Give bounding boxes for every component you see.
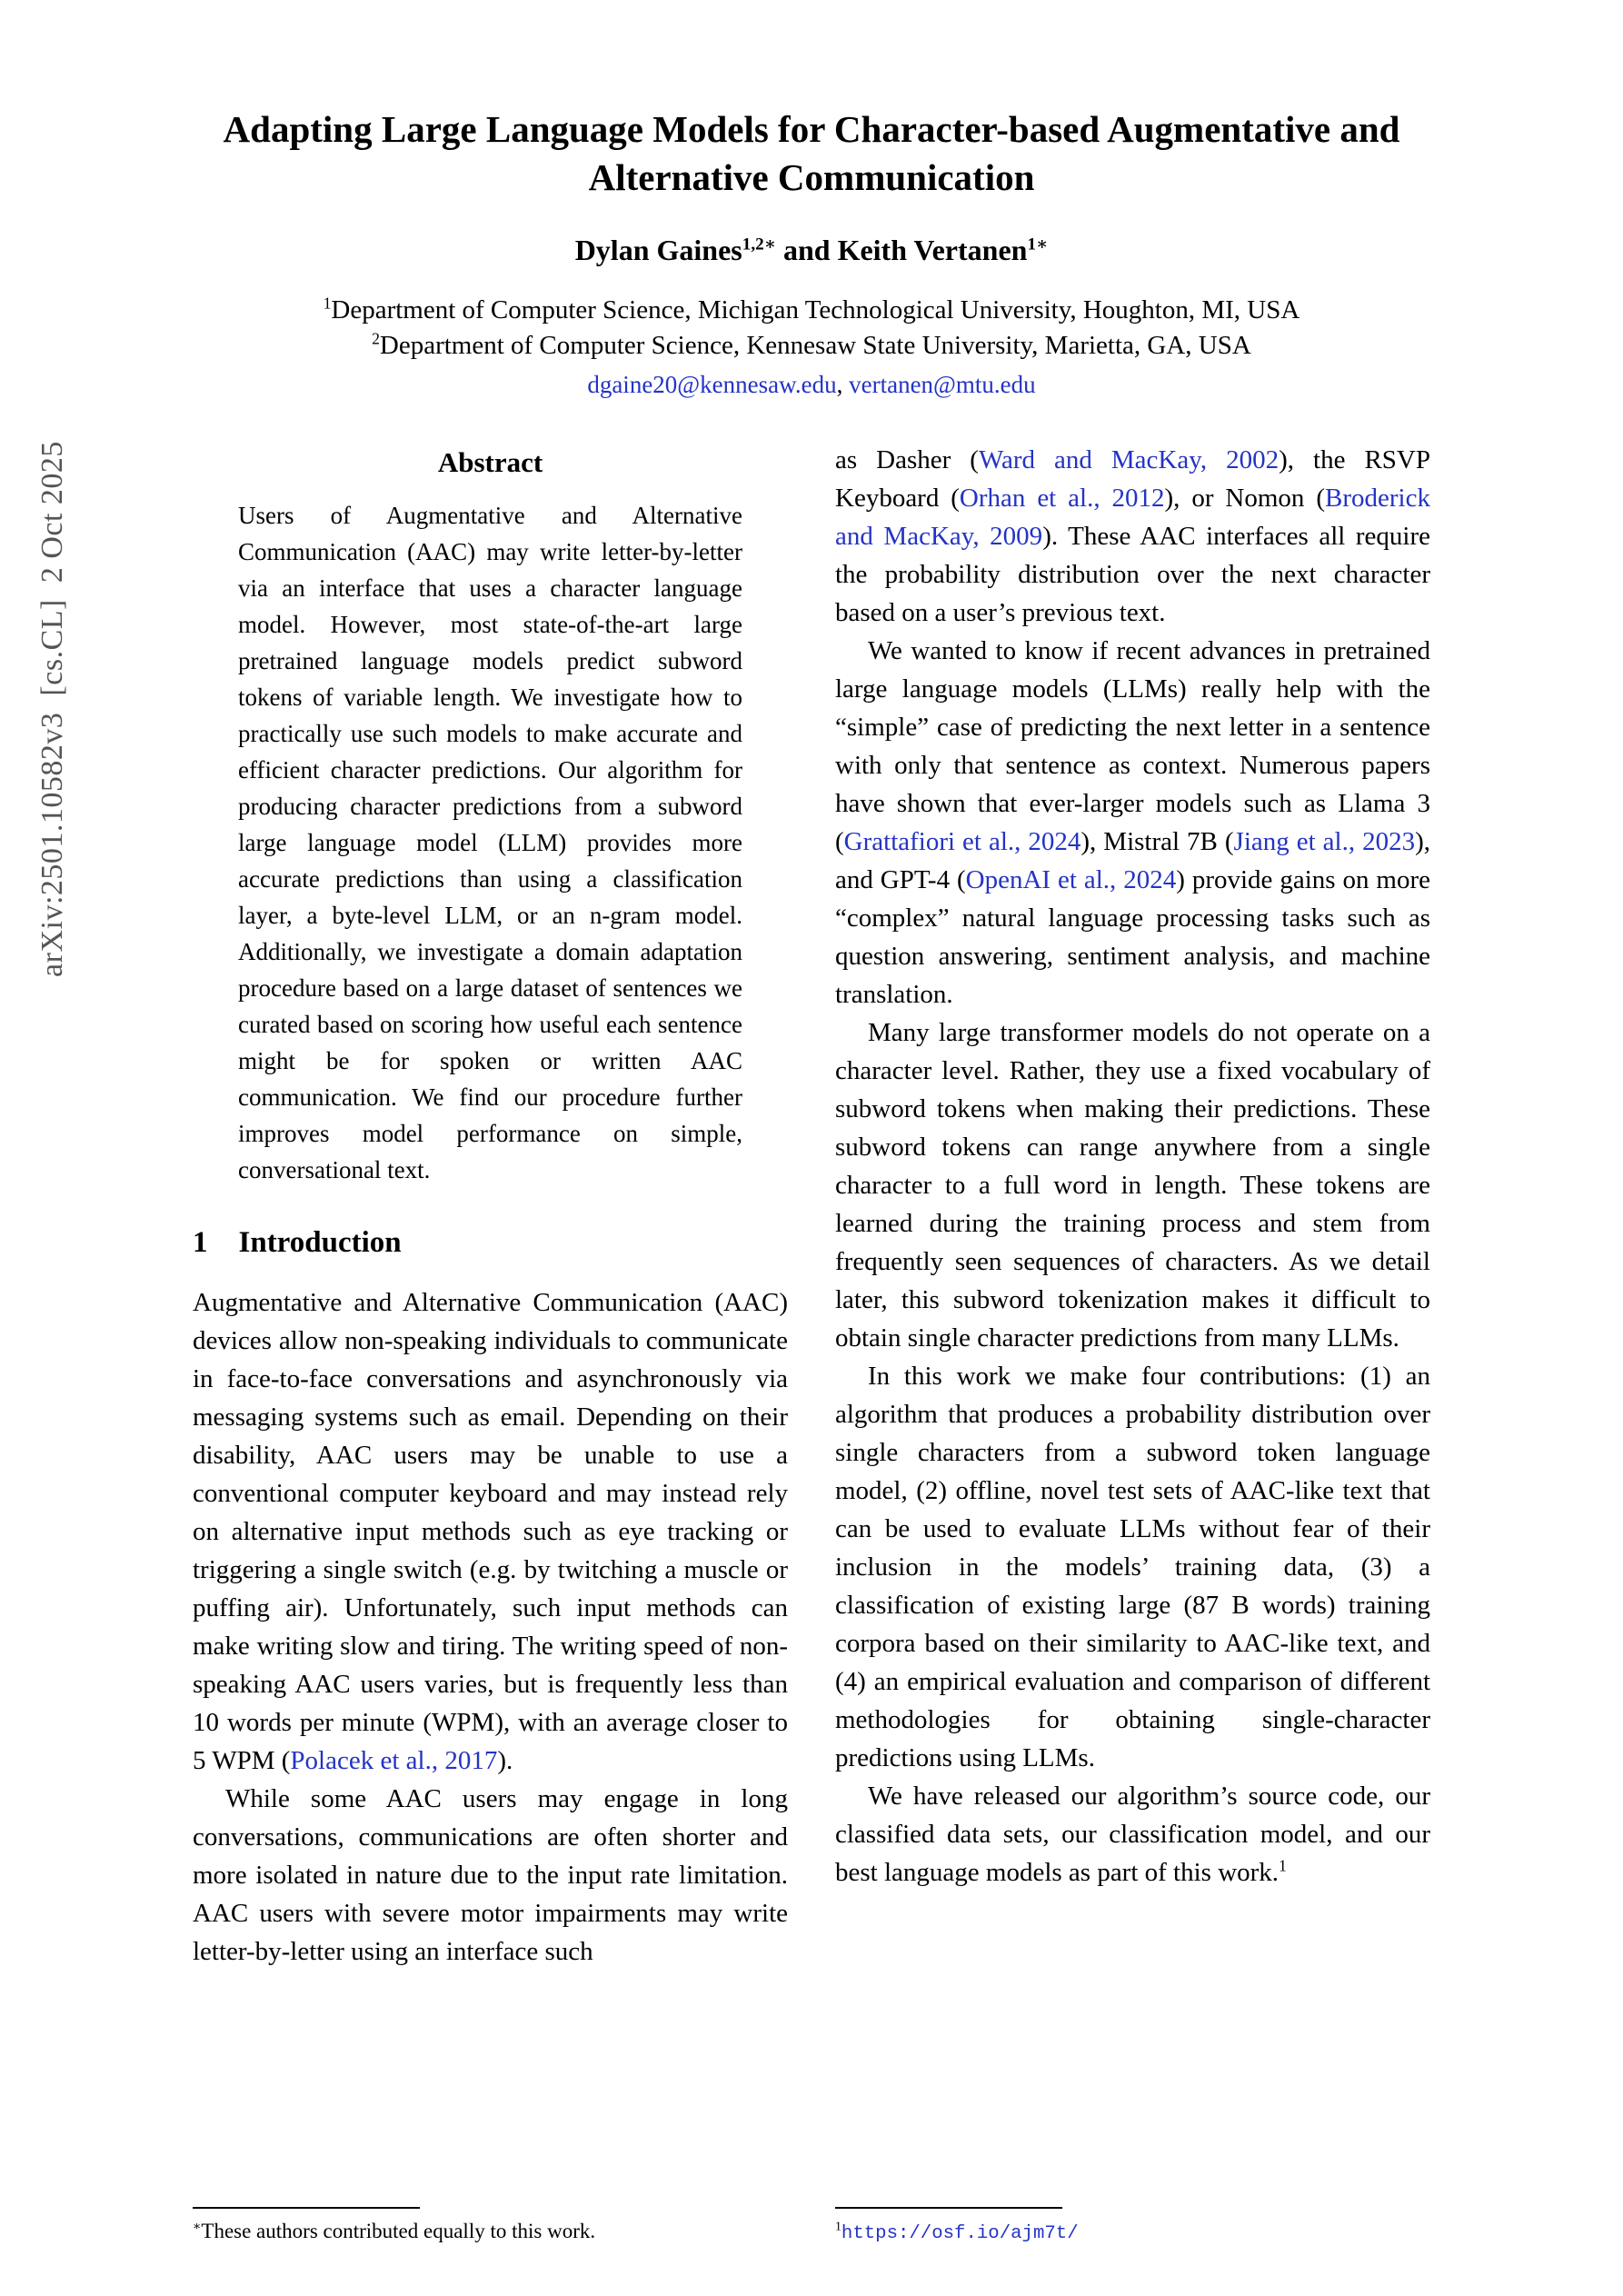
paper-title: Adapting Large Language Models for Character-based Augmentative and Alternative Communication — [223, 108, 1400, 199]
osf-url-link[interactable]: https://osf.io/ajm7t/ — [841, 2223, 1079, 2244]
citation-link[interactable]: Broderick and MacKay, 2009 — [835, 483, 1430, 551]
left-column — [193, 441, 788, 1971]
author-line: Dylan Gaines$^{1,2∗}$ and Keith Vertanen$^{1∗}$ — [574, 233, 1049, 266]
title-block — [0, 0, 1623, 399]
right-column — [835, 441, 1430, 1892]
superscript-marker: 1 — [835, 2219, 841, 2233]
right-paragraph-2: We wanted to know if recent advances in pretrained large language models (LLMs) really help with the “simple” case of predicting the next letter in a sentence with only that sentence as context. Numerous papers have shown that ever-larger models such as Llama 3 (Grattafiori et al., 2024), Mistral 7B (Jiang et al., 2023), and GPT-4 (OpenAI et al., 2024) provide gains on more “complex” natural language processing tasks such as question answering, sentiment analysis, and machine translation. — [835, 635, 1431, 1009]
footnote-rule-left — [193, 2207, 420, 2209]
footnote-equal-contribution-text: ∗These authors contributed equally to this work. — [193, 2219, 596, 2242]
section-number: 1 — [193, 1225, 208, 1259]
section-1-heading — [193, 1226, 788, 1260]
footnote-osf-url-text — [835, 2218, 1430, 2247]
right-paragraph-5: We have released our algorithm’s source code, our classified data sets, our classification model, and our best language models as part of this work.$^1$ — [835, 1781, 1430, 1887]
citation-link[interactable]: Orhan et al., 2012 — [959, 483, 1165, 513]
email-link-author2[interactable]: vertanen@mtu.edu — [849, 370, 1036, 398]
citation-link[interactable]: Ward and MacKay, 2002 — [978, 444, 1279, 474]
email-link-author1[interactable]: dgaine20@kennesaw.edu — [587, 370, 837, 398]
affiliation-2: $^2$Department of Computer Science, Kennesaw State University, Marietta, GA, USA — [372, 329, 1251, 360]
arxiv-watermark: arXiv:2501.10582v3 [cs.CL] 2 Oct 2025 — [35, 441, 69, 977]
email-line: dgaine20@kennesaw.edu, vertanen@mtu.edu — [587, 370, 1036, 398]
intro-paragraph-2: While some AAC users may engage in long conversations, communications are often shorter and more isolated in nature due to the input rate limitation. AAC users with severe motor impairments may write letter-by-letter using an interface such — [193, 1783, 788, 1966]
paper-columns — [193, 441, 1430, 1971]
superscript-marker: 1∗ — [1027, 234, 1049, 254]
abstract-heading: Abstract — [437, 445, 543, 478]
right-paragraph-1: as Dasher (Ward and MacKay, 2002), the RSVP Keyboard (Orhan et al., 2012), or Nomon (Broderick and MacKay, 2009). These AAC interfaces all require the probability distribution over the next character based on a user’s previous text. — [835, 444, 1430, 627]
footnote-equal-contribution — [193, 2207, 788, 2244]
footnote-rule-right — [835, 2207, 1062, 2209]
superscript-marker: 2 — [372, 329, 380, 348]
affiliation-1: $^1$Department of Computer Science, Michigan Technological University, Houghton, MI, USA — [323, 293, 1300, 324]
abstract-text: Users of Augmentative and Alternative Communication (AAC) may write letter-by-letter via an interface that uses a character language model. However, most state-of-the-art large pretrained language models predict subword tokens of variable length. We investigate how to practically use such models to make accurate and efficient character predictions. Our algorithm for producing character predictions from a subword large language model (LLM) provides more accurate predictions than using a classification layer, a byte-level LLM, or an n-gram model. Additionally, we investigate a domain adaptation procedure based on a large dataset of sentences we curated based on scoring how useful each sentence might be for spoken or written AAC communication. We find our procedure further improves model performance on simple, conversational text. — [238, 501, 742, 1183]
superscript-marker: 1 — [323, 293, 332, 312]
superscript-marker: 1,2∗ — [742, 234, 776, 254]
section-title: Introduction — [238, 1225, 402, 1259]
citation-link[interactable]: Jiang et al., 2023 — [1233, 826, 1416, 856]
right-paragraph-3: Many large transformer models do not operate on a character level. Rather, they use a fixed vocabulary of subword tokens when making their predictions. These subword tokens can range anywhere from a single character to a full word in length. These tokens are learned during the training process and stem from frequently seen sequences of characters. As we detail later, this subword tokenization makes it difficult to obtain single character predictions from many LLMs. — [835, 1017, 1430, 1353]
intro-paragraph-1: Augmentative and Alternative Communication (AAC) devices allow non-speaking individuals to communicate in face-to-face conversations and asynchronously via messaging systems such as email. Depending on their disability, AAC users may be unable to use a conventional computer keyboard and may instead rely on alternative input methods such as eye tracking or triggering a single switch (e.g. by twitching a muscle or puffing air). Unfortunately, such input methods can make writing slow and tiring. The writing speed of non-speaking AAC users varies, but is frequently less than 10 words per minute (WPM), with an average closer to 5 WPM (Polacek et al., 2017). — [193, 1287, 788, 1775]
footnote-osf-url — [835, 2207, 1430, 2247]
citation-link[interactable]: Polacek et al., 2017 — [290, 1745, 498, 1775]
superscript-marker: ∗ — [193, 2219, 202, 2233]
superscript-marker: 1 — [1279, 1856, 1287, 1875]
right-paragraph-4: In this work we make four contributions: (1) an algorithm that produces a probability distribution over single characters from a subword token language model, (2) offline, novel test sets of AAC-like text that can be used to evaluate LLMs without fear of their inclusion in the models’ training data, (3) a classification of existing large (87 B words) training corpora based on their similarity to AAC-like text, and (4) an empirical evaluation and comparison of different methodologies for obtaining single-character predictions using LLMs. — [835, 1361, 1430, 1772]
citation-link[interactable]: OpenAI et al., 2024 — [965, 864, 1177, 894]
affiliations — [0, 293, 1623, 364]
citation-link[interactable]: Grattafiori et al., 2024 — [843, 826, 1081, 856]
